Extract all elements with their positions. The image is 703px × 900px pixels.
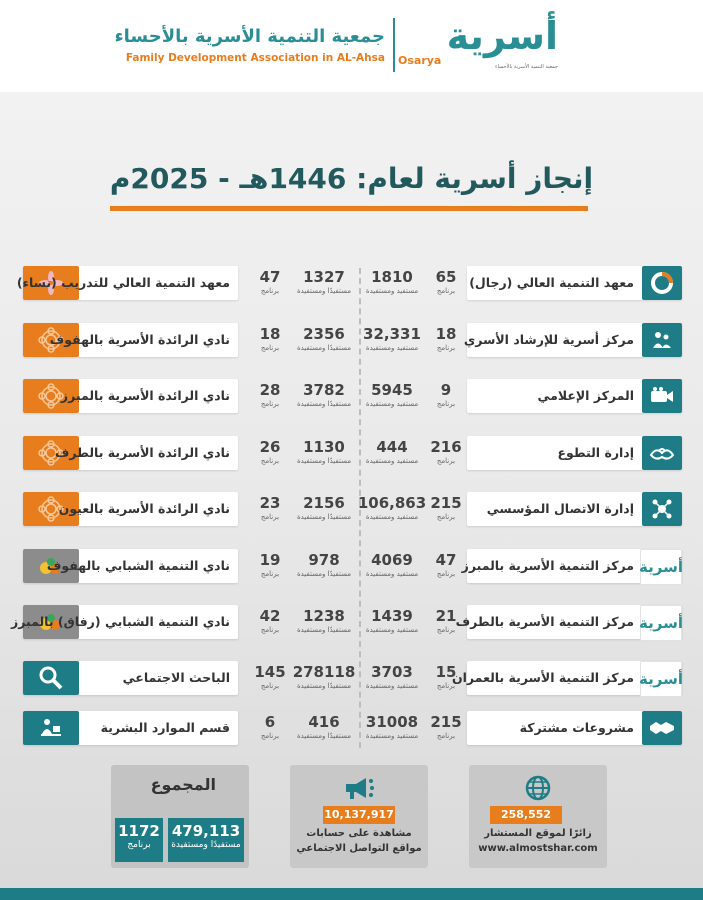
left-row — [0, 323, 703, 357]
left-card-label: نادي الرائدة الأسرية بالعيون — [58, 501, 230, 516]
left-programs-label: برنامج — [260, 344, 280, 352]
left-card — [23, 661, 238, 695]
right-beneficiaries-label: مستفيد ومستفيدة — [365, 626, 419, 634]
right-card-label: المركز الإعلامي — [537, 388, 634, 403]
totals-beneficiaries — [168, 818, 244, 862]
left-card-label: نادي التنمية الشبابي (رفاق) بالمبرز — [11, 614, 230, 629]
right-beneficiaries-value: 31008 — [365, 713, 419, 731]
left-programs-value: 26 — [259, 438, 281, 456]
right-programs-label: برنامج — [436, 682, 456, 690]
left-beneficiaries-label: مستفيدًا ومستفيدة — [296, 626, 352, 634]
left-beneficiaries-value: 3782 — [303, 381, 345, 399]
logo-divider — [393, 18, 395, 72]
totals-programs — [115, 818, 163, 862]
left-beneficiaries-value: 1130 — [303, 438, 345, 456]
left-beneficiaries — [288, 325, 360, 353]
left-programs-label: برنامج — [260, 682, 280, 690]
left-beneficiaries-label: مستفيدًا ومستفيدة — [296, 344, 352, 352]
right-beneficiaries-label: مستفيد ومستفيدة — [365, 287, 419, 295]
left-beneficiaries — [288, 438, 360, 466]
right-beneficiaries-value: 4069 — [371, 551, 413, 569]
right-card-label: مركز أسرية للإرشاد الأسري — [463, 332, 634, 347]
left-programs-label: برنامج — [260, 732, 280, 740]
left-card-label: قسم الموارد البشرية — [100, 720, 230, 735]
left-card-label: نادي الرائدة الأسرية بالمبرز — [60, 388, 230, 403]
right-programs-value: 216 — [430, 438, 462, 456]
right-programs-value: 18 — [435, 325, 457, 343]
left-card — [23, 323, 238, 357]
osarya-logo-icon: أسرية — [640, 549, 682, 585]
right-beneficiaries-value: 1439 — [371, 607, 413, 625]
logo-mark: أسرية — [446, 14, 558, 58]
right-card-label: مركز التنمية الأسرية بالطرف — [455, 614, 634, 629]
globe-icon — [469, 775, 607, 806]
left-programs-label: برنامج — [260, 287, 280, 295]
right-beneficiaries-value: 5945 — [371, 381, 413, 399]
left-beneficiaries-value: 278118 — [292, 663, 356, 681]
right-programs-label: برنامج — [436, 344, 456, 352]
right-card-label: مركز التنمية الأسرية بالمبرز — [461, 558, 634, 573]
social-media-line2: مواقع التواصل الاجتماعي — [296, 843, 422, 854]
right-beneficiaries-value: 106,863 — [357, 494, 427, 512]
totals-beneficiaries-label: مستفيدًا ومستفيدة — [171, 840, 241, 850]
osarya-logo — [398, 14, 558, 76]
left-row — [0, 711, 703, 745]
left-beneficiaries-value: 2156 — [303, 494, 345, 512]
osarya-logo-icon: أسرية — [640, 605, 682, 641]
osarya-logo-icon: أسرية — [640, 661, 682, 697]
left-row — [0, 605, 703, 639]
left-beneficiaries-value: 1327 — [303, 268, 345, 286]
left-card — [23, 379, 238, 413]
left-programs-value: 18 — [259, 325, 281, 343]
left-row — [0, 379, 703, 413]
magnifier-icon — [23, 661, 79, 695]
right-beneficiaries-label: مستفيد ومستفيدة — [365, 732, 419, 740]
left-programs-label: برنامج — [260, 570, 280, 578]
right-beneficiaries-value: 32,331 — [363, 325, 421, 343]
right-programs-label: برنامج — [436, 513, 456, 521]
left-card-label: نادي الرائدة الأسرية بالطرف — [54, 445, 230, 460]
website-line1: زائرًا لموقع المستشار — [484, 828, 592, 839]
left-beneficiaries — [288, 381, 360, 409]
megaphone-icon — [290, 775, 428, 806]
left-beneficiaries-label: مستفيدًا ومستفيدة — [296, 400, 352, 408]
totals-programs-label: برنامج — [127, 840, 151, 850]
right-beneficiaries-label: مستفيد ومستفيدة — [365, 344, 419, 352]
totals-panel — [111, 765, 249, 868]
right-beneficiaries-label: مستفيد ومستفيدة — [365, 400, 419, 408]
left-beneficiaries — [288, 494, 360, 522]
website-visitors-value: 258,552 — [490, 806, 562, 824]
left-card — [23, 711, 238, 745]
left-programs-value: 28 — [259, 381, 281, 399]
left-beneficiaries-label: مستفيدًا ومستفيدة — [296, 570, 352, 578]
left-row — [0, 492, 703, 526]
header — [0, 0, 703, 92]
totals-title: المجموع — [150, 775, 216, 794]
left-programs-label: برنامج — [260, 457, 280, 465]
bottom-bar — [0, 888, 703, 900]
right-programs-value: 215 — [430, 713, 462, 731]
left-row — [0, 436, 703, 470]
page-title: إنجاز أسرية لعام: 1446هـ - 2025م — [109, 162, 594, 195]
left-card — [23, 492, 238, 526]
right-card-label: مركز التنمية الأسرية بالعمران — [451, 670, 634, 685]
left-card — [23, 436, 238, 470]
totals-beneficiaries-value: 479,113 — [171, 822, 241, 840]
left-programs-value: 47 — [259, 268, 281, 286]
left-programs-value: 6 — [264, 713, 276, 731]
left-beneficiaries — [288, 268, 360, 296]
right-programs-label: برنامج — [436, 570, 456, 578]
left-beneficiaries-label: مستفيدًا ومستفيدة — [296, 457, 352, 465]
left-programs-value: 42 — [259, 607, 281, 625]
left-programs-value: 145 — [254, 663, 286, 681]
left-beneficiaries-value: 978 — [308, 551, 340, 569]
right-programs-value: 9 — [440, 381, 452, 399]
right-beneficiaries-value: 3703 — [371, 663, 413, 681]
left-beneficiaries — [288, 713, 360, 741]
left-programs-value: 23 — [259, 494, 281, 512]
right-programs-label: برنامج — [436, 626, 456, 634]
org-name-english: Family Development Association in AL-Ahsa — [125, 52, 385, 64]
social-media-panel — [290, 765, 428, 868]
social-media-line1: مشاهدة على حسابات — [306, 828, 412, 839]
left-beneficiaries-value: 2356 — [303, 325, 345, 343]
left-card-label: نادي التنمية الشبابي بالهفوف — [46, 558, 230, 573]
left-beneficiaries-label: مستفيدًا ومستفيدة — [296, 287, 352, 295]
right-programs-value: 15 — [435, 663, 457, 681]
left-beneficiaries-value: 1238 — [303, 607, 345, 625]
org-name-arabic: جمعية التنمية الأسرية بالأحساء — [114, 26, 385, 47]
left-programs-label: برنامج — [260, 626, 280, 634]
right-card-label: إدارة الاتصال المؤسسي — [486, 501, 634, 516]
right-card-label: إدارة التطوع — [557, 445, 634, 460]
left-beneficiaries-label: مستفيدًا ومستفيدة — [296, 682, 352, 690]
right-beneficiaries-label: مستفيد ومستفيدة — [365, 457, 419, 465]
right-programs-label: برنامج — [436, 287, 456, 295]
left-beneficiaries — [288, 607, 360, 635]
right-programs-label: برنامج — [436, 400, 456, 408]
right-beneficiaries-value: 1810 — [371, 268, 413, 286]
left-card — [23, 549, 238, 583]
logo-subtitle: جمعية التنمية الأسرية بالأحساء — [495, 64, 558, 70]
right-programs-label: برنامج — [436, 732, 456, 740]
right-beneficiaries-value: 444 — [376, 438, 408, 456]
website-url: www.almostshar.com — [478, 843, 598, 854]
left-row — [0, 549, 703, 583]
left-card-label: الباحث الاجتماعي — [122, 670, 230, 685]
left-programs-label: برنامج — [260, 400, 280, 408]
right-card-label: مشروعات مشتركة — [519, 720, 634, 735]
totals-programs-value: 1172 — [118, 822, 160, 840]
left-card-label: نادي الرائدة الأسرية بالهفوف — [49, 332, 230, 347]
right-beneficiaries-label: مستفيد ومستفيدة — [365, 570, 419, 578]
right-beneficiaries-label: مستفيد ومستفيدة — [365, 513, 419, 521]
right-programs-value: 21 — [435, 607, 457, 625]
left-beneficiaries-value: 416 — [308, 713, 340, 731]
right-programs-value: 215 — [430, 494, 462, 512]
title-underline — [110, 206, 588, 211]
right-programs-value: 47 — [435, 551, 457, 569]
left-card — [11, 605, 238, 639]
left-beneficiaries-label: مستفيدًا ومستفيدة — [296, 732, 352, 740]
left-beneficiaries-label: مستفيدًا ومستفيدة — [296, 513, 352, 521]
left-programs-label: برنامج — [260, 513, 280, 521]
right-programs-label: برنامج — [436, 457, 456, 465]
hr-desk-icon — [23, 711, 79, 745]
social-media-value: 10,137,917 — [323, 806, 395, 824]
left-beneficiaries — [288, 663, 360, 691]
left-beneficiaries — [288, 551, 360, 579]
left-programs-value: 19 — [259, 551, 281, 569]
left-card-label: معهد التنمية العالي للتدريب (نساء) — [16, 275, 230, 290]
right-card-label: معهد التنمية العالي (رجال) — [469, 275, 634, 290]
right-beneficiaries-label: مستفيد ومستفيدة — [365, 682, 419, 690]
website-panel — [469, 765, 607, 868]
right-programs-value: 65 — [435, 268, 457, 286]
left-row — [0, 661, 703, 695]
left-card — [16, 266, 238, 300]
left-row — [0, 266, 703, 300]
logo-latin: Osarya — [398, 54, 442, 67]
